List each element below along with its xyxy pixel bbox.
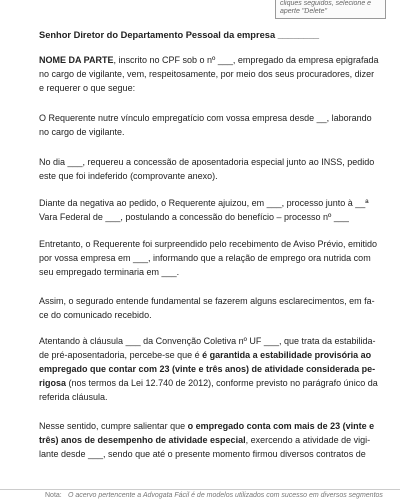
text-line: O Requerente nutre vínculo empregatício com vossa empresa desde __, laborando bbox=[39, 113, 372, 123]
party-name: NOME DA PARTE bbox=[39, 55, 114, 65]
text-line: Atentando à cláusula ___ da Convenção Coletiva nº UF ___, que trata da estabilida- bbox=[39, 336, 376, 346]
paragraph-collective-agreement bbox=[39, 334, 378, 404]
text-line: no cargo de vigilante, vem, respeitosamente, por meio dos seus procuradores, dizer bbox=[39, 69, 375, 79]
paragraph-qualification bbox=[39, 53, 379, 95]
document-heading: Senhor Diretor do Departamento Pessoal da empresa ________ bbox=[39, 30, 320, 40]
bold-segment: o empregado conta com mais de 23 (vinte e bbox=[187, 421, 375, 431]
footer-note bbox=[0, 489, 400, 501]
paragraph-retirement-request bbox=[39, 155, 375, 183]
paragraph-employment bbox=[39, 111, 372, 139]
text-line: lante desde ___, sendo que até o presente momento firmou diversos contratos de bbox=[39, 449, 366, 459]
footer-text: O acervo pertencente a Advogata Fácil é de modelos utilizados com sucesso em diversos segmentos bbox=[68, 492, 383, 499]
bold-segment: três) anos de desempenho de atividade especial bbox=[39, 435, 246, 445]
text-line: Assim, o segurado entende fundamental se fazerem alguns esclarecimentos, em fa- bbox=[39, 296, 375, 306]
text-line: No dia ___, requereu a concessão de aposentadoria especial junto ao INSS, pedido bbox=[39, 157, 375, 167]
paragraph-notice bbox=[39, 237, 378, 279]
text-line: , inscrito no CPF sob o nº ___, empregado da empresa epigrafada bbox=[113, 55, 379, 65]
text-line: este que foi indeferido (comprovante anexo). bbox=[39, 171, 218, 181]
note-line: cliques seguidos, selecione e bbox=[280, 0, 372, 7]
text-line: no cargo de vigilante. bbox=[39, 127, 125, 137]
text-line: referida cláusula. bbox=[39, 392, 108, 402]
text-line: Vara Federal de ___, postulando a concessão do benefício – processo nº ___ bbox=[39, 212, 349, 222]
text-line: e requerer o que segue: bbox=[39, 83, 136, 93]
bold-segment: rigosa bbox=[39, 378, 67, 388]
text-line: seu empregado terminaria em ___. bbox=[39, 267, 180, 277]
text-line: Entretanto, o Requerente foi surpreendido pelo recebimento de Aviso Prévio, emitido bbox=[39, 239, 378, 249]
text-line: Diante da negativa ao pedido, o Requerente ajuizou, em ___, processo junto à __ª bbox=[39, 198, 369, 208]
instruction-note-box bbox=[275, 0, 386, 19]
paragraph-clarifications bbox=[39, 294, 375, 322]
text-segment: (nos termos da Lei 12.740 de 2012), conforme previsto no parágrafo único da bbox=[66, 378, 378, 388]
bold-segment: é garantida a estabilidade provisória ao bbox=[202, 350, 372, 360]
note-line: aperte "Delete" bbox=[280, 8, 327, 15]
text-line: por vossa empresa em ___, informando que a relação de emprego ora nutrida com bbox=[39, 253, 371, 263]
text-segment: de pré-aposentadoria, percebe-se que é bbox=[39, 350, 203, 360]
footer-label: Nota: bbox=[45, 492, 62, 499]
text-segment: , exercendo a atividade de vigi- bbox=[245, 435, 371, 445]
paragraph-special-activity bbox=[39, 419, 375, 461]
paragraph-lawsuit bbox=[39, 196, 369, 224]
bold-line: empregado que contar com 23 (vinte e três anos) de atividade considerada pe- bbox=[39, 364, 376, 374]
text-segment: Nesse sentido, cumpre salientar que bbox=[39, 421, 188, 431]
text-line: ce do comunicado recebido. bbox=[39, 310, 152, 320]
